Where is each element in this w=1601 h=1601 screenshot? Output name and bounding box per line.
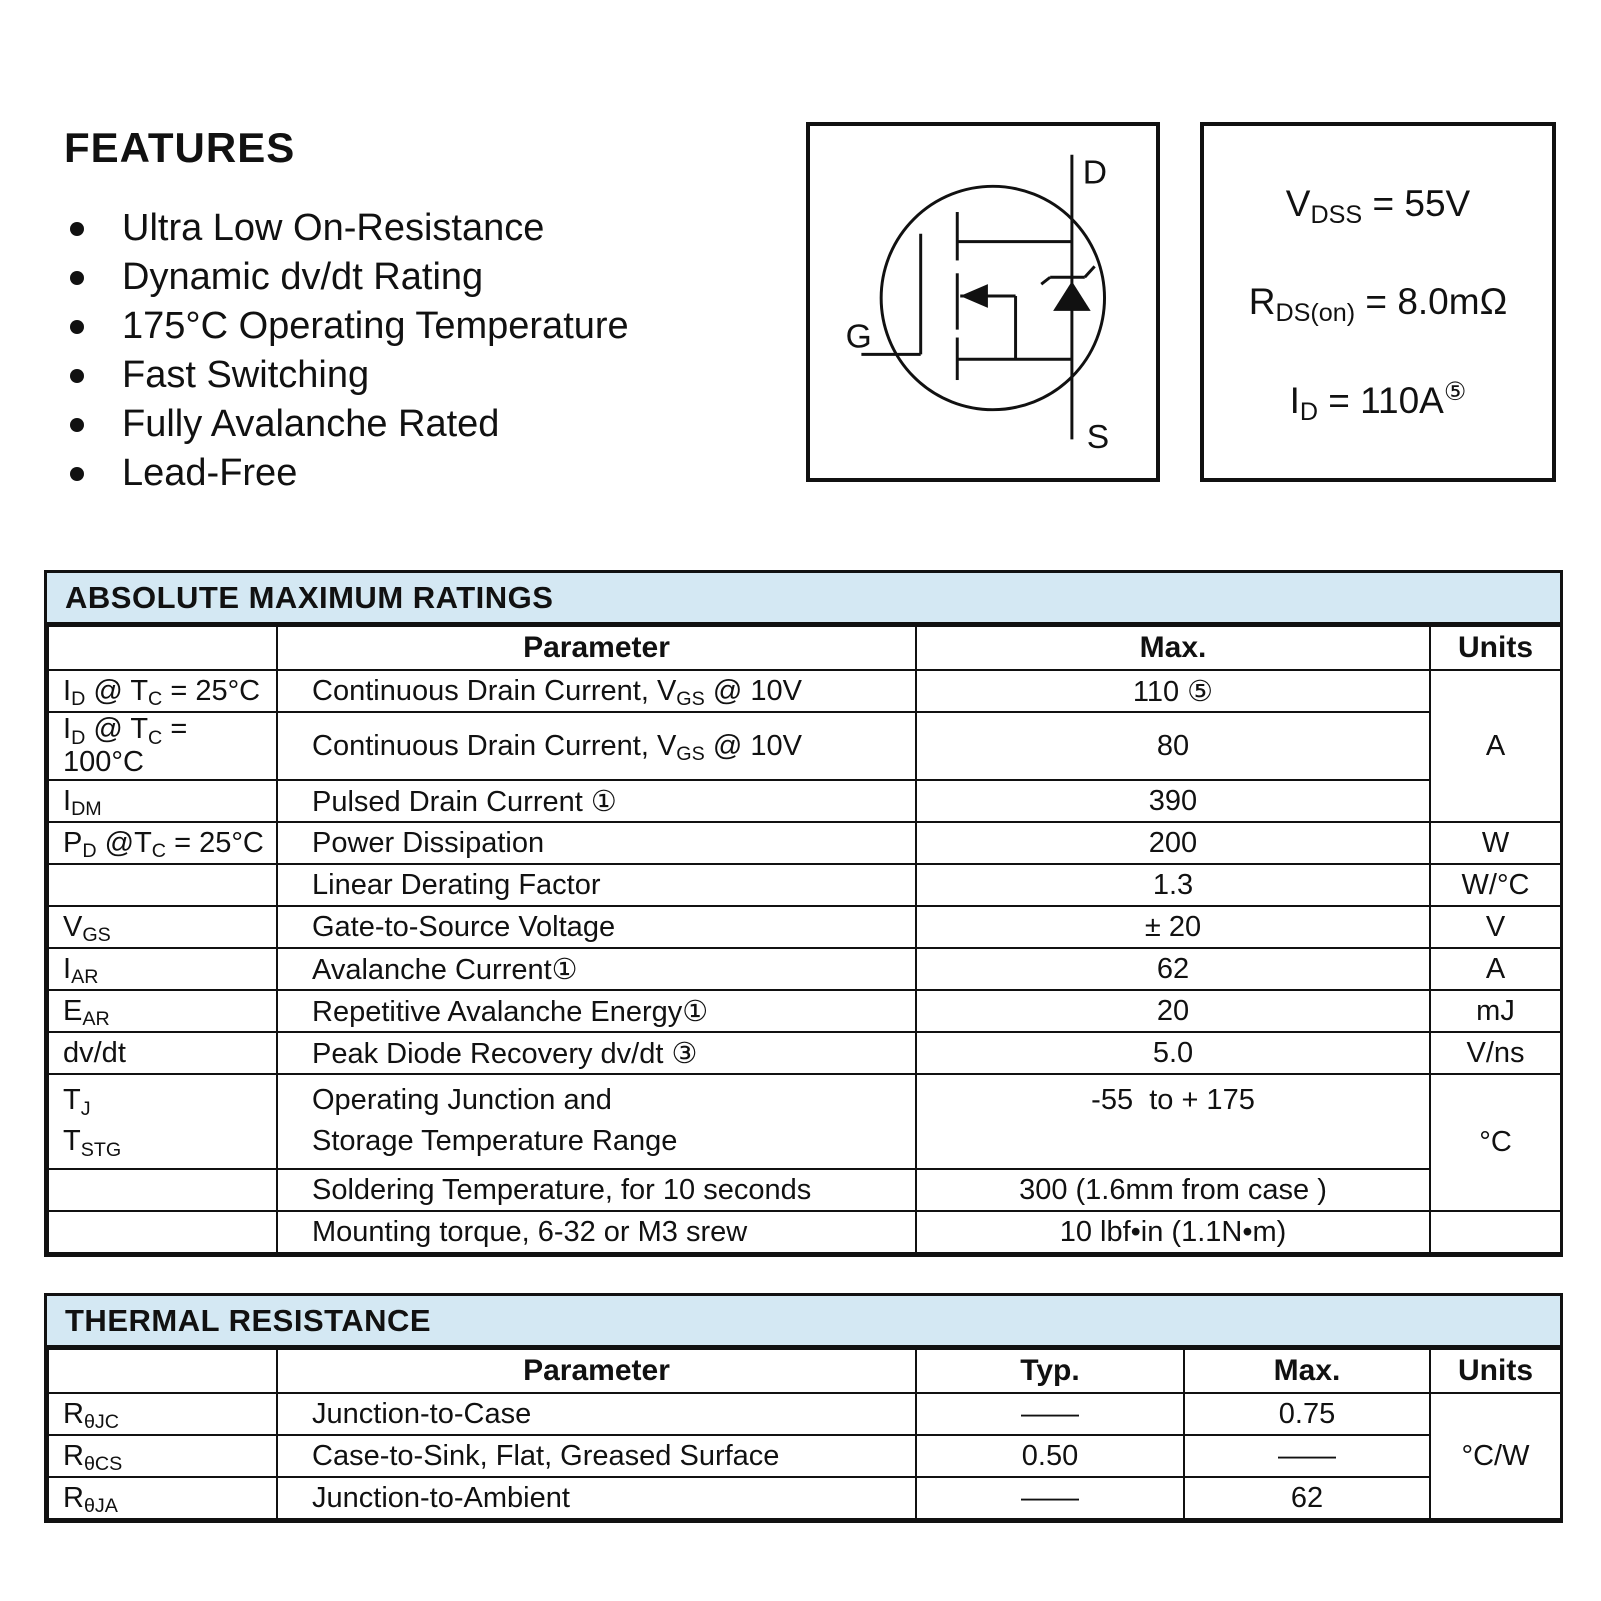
absolute-maximum-ratings-table — [44, 570, 1563, 1257]
bullet-icon — [70, 320, 84, 334]
thermal-header-row — [48, 1349, 1561, 1393]
table-cell: Avalanche Current① — [277, 948, 916, 990]
table-cell: W/°C — [1430, 864, 1561, 906]
table-cell: Linear Derating Factor — [277, 864, 916, 906]
spec-summary-box — [1200, 122, 1556, 482]
features-list — [64, 204, 764, 498]
table-cell: —— — [1184, 1435, 1430, 1477]
table-cell: Junction-to-Ambient — [277, 1477, 916, 1519]
table-cell: $R_{\theta JA}$ — [48, 1477, 277, 1519]
table-cell: Continuous Drain Current, $V_{GS}$ @ 10V — [277, 712, 916, 780]
table-cell: $E_{AR}$ — [48, 990, 277, 1032]
table-cell: 110 ⑤ — [916, 670, 1430, 712]
header-symbol — [48, 1349, 277, 1393]
gate-label: G — [845, 318, 872, 356]
abs-max-grid — [47, 625, 1562, 1254]
table-cell: $I_D$ @ $T_C = 100^\circ C$ — [48, 712, 277, 780]
table-row — [48, 864, 1561, 906]
table-cell: Power Dissipation — [277, 822, 916, 864]
table-cell: $T_J$ $T_{STG}$ — [48, 1074, 277, 1169]
table-cell: $I_{DM}$ — [48, 780, 277, 822]
table-cell — [48, 1211, 277, 1253]
drain-label: D — [1082, 154, 1108, 192]
mosfet-symbol-icon — [810, 126, 1148, 470]
table-row — [48, 780, 1561, 822]
header-units: Units — [1430, 1349, 1561, 1393]
spec-line: $I_D = 110A^⑤$ — [1289, 377, 1467, 426]
table-cell: Peak Diode Recovery dv/dt ③ — [277, 1032, 916, 1074]
table-cell: ± 20 — [916, 906, 1430, 948]
feature-text: Fully Avalanche Rated — [122, 403, 500, 445]
table-row — [48, 1435, 1561, 1477]
table-cell: V — [1430, 906, 1561, 948]
feature-item — [64, 351, 764, 400]
table-cell: °C — [1430, 1074, 1561, 1211]
table-cell: Repetitive Avalanche Energy① — [277, 990, 916, 1032]
table-cell: 300 (1.6mm from case ) — [916, 1169, 1430, 1211]
feature-item — [64, 253, 764, 302]
table-row — [48, 990, 1561, 1032]
table-cell: 80 — [916, 712, 1430, 780]
table-cell: 0.75 — [1184, 1393, 1430, 1435]
table-cell: Junction-to-Case — [277, 1393, 916, 1435]
table-cell: Gate-to-Source Voltage — [277, 906, 916, 948]
bullet-icon — [70, 467, 84, 481]
table-cell: 1.3 — [916, 864, 1430, 906]
header-parameter: Parameter — [277, 1349, 916, 1393]
thermal-title: THERMAL RESISTANCE — [47, 1296, 1560, 1348]
table-row — [48, 1393, 1561, 1435]
table-row — [48, 1169, 1561, 1211]
table-row — [48, 1074, 1561, 1169]
table-cell: Soldering Temperature, for 10 seconds — [277, 1169, 916, 1211]
table-cell — [48, 1169, 277, 1211]
table-row — [48, 670, 1561, 712]
feature-text: Ultra Low On-Resistance — [122, 207, 545, 249]
table-cell: -55 to + 175 — [916, 1074, 1430, 1169]
bullet-icon — [70, 222, 84, 236]
bullet-icon — [70, 418, 84, 432]
table-cell: A — [1430, 948, 1561, 990]
table-cell: °C/W — [1430, 1393, 1561, 1519]
table-cell — [48, 864, 277, 906]
feature-item — [64, 400, 764, 449]
spec-line: $V_{DSS} = 55V$ — [1285, 182, 1471, 229]
table-cell: 20 — [916, 990, 1430, 1032]
table-cell: Pulsed Drain Current ① — [277, 780, 916, 822]
spec-line: $R_{DS(on)} = 8.0m\Omega$ — [1248, 281, 1508, 328]
table-cell: Case-to-Sink, Flat, Greased Surface — [277, 1435, 916, 1477]
table-row — [48, 948, 1561, 990]
features-section — [64, 124, 764, 498]
table-row — [48, 1477, 1561, 1519]
feature-text: Dynamic dv/dt Rating — [122, 256, 484, 298]
table-row — [48, 712, 1561, 780]
header-typ: Typ. — [916, 1349, 1184, 1393]
header-symbol — [48, 626, 277, 670]
table-cell: 10 lbf•in (1.1N•m) — [916, 1211, 1430, 1253]
features-title: FEATURES — [64, 124, 296, 171]
table-row — [48, 906, 1561, 948]
table-cell: V/ns — [1430, 1032, 1561, 1074]
header-max: Max. — [1184, 1349, 1430, 1393]
feature-item — [64, 302, 764, 351]
table-row — [48, 822, 1561, 864]
table-cell: Mounting torque, 6-32 or M3 srew — [277, 1211, 916, 1253]
table-cell: 0.50 — [916, 1435, 1184, 1477]
table-cell: Operating Junction and Storage Temperature Range — [277, 1074, 916, 1169]
abs-max-header-row — [48, 626, 1561, 670]
table-cell: A — [1430, 670, 1561, 822]
table-cell: $P_D$ $@T_C = 25^\circ C$ — [48, 822, 277, 864]
table-row — [48, 1032, 1561, 1074]
feature-text: 175°C Operating Temperature — [122, 305, 629, 347]
feature-item — [64, 204, 764, 253]
table-cell: $R_{\theta CS}$ — [48, 1435, 277, 1477]
table-cell: $V_{GS}$ — [48, 906, 277, 948]
table-cell: 200 — [916, 822, 1430, 864]
table-cell: $I_D$ @ $T_C = 25^\circ C$ — [48, 670, 277, 712]
header-max: Max. — [916, 626, 1430, 670]
header-units: Units — [1430, 626, 1561, 670]
table-row — [48, 1211, 1561, 1253]
table-cell: 62 — [916, 948, 1430, 990]
abs-max-title: ABSOLUTE MAXIMUM RATINGS — [47, 573, 1560, 625]
thermal-grid — [47, 1348, 1562, 1520]
mosfet-symbol-box — [806, 122, 1160, 482]
table-cell: 5.0 — [916, 1032, 1430, 1074]
table-cell: $I_{AR}$ — [48, 948, 277, 990]
feature-text: Lead-Free — [122, 452, 298, 494]
header-parameter: Parameter — [277, 626, 916, 670]
table-cell: dv/dt — [48, 1032, 277, 1074]
table-cell: $R_{\theta JC}$ — [48, 1393, 277, 1435]
table-cell: W — [1430, 822, 1561, 864]
source-label: S — [1086, 419, 1110, 457]
feature-text: Fast Switching — [122, 354, 370, 396]
table-cell: —— — [916, 1393, 1184, 1435]
table-cell: —— — [916, 1477, 1184, 1519]
bullet-icon — [70, 271, 84, 285]
table-cell — [1430, 1211, 1561, 1253]
table-cell: 62 — [1184, 1477, 1430, 1519]
table-cell: mJ — [1430, 990, 1561, 1032]
feature-item — [64, 449, 764, 498]
table-cell: 390 — [916, 780, 1430, 822]
bullet-icon — [70, 369, 84, 383]
table-cell: Continuous Drain Current, $V_{GS}$ @ 10V — [277, 670, 916, 712]
thermal-resistance-table — [44, 1293, 1563, 1523]
